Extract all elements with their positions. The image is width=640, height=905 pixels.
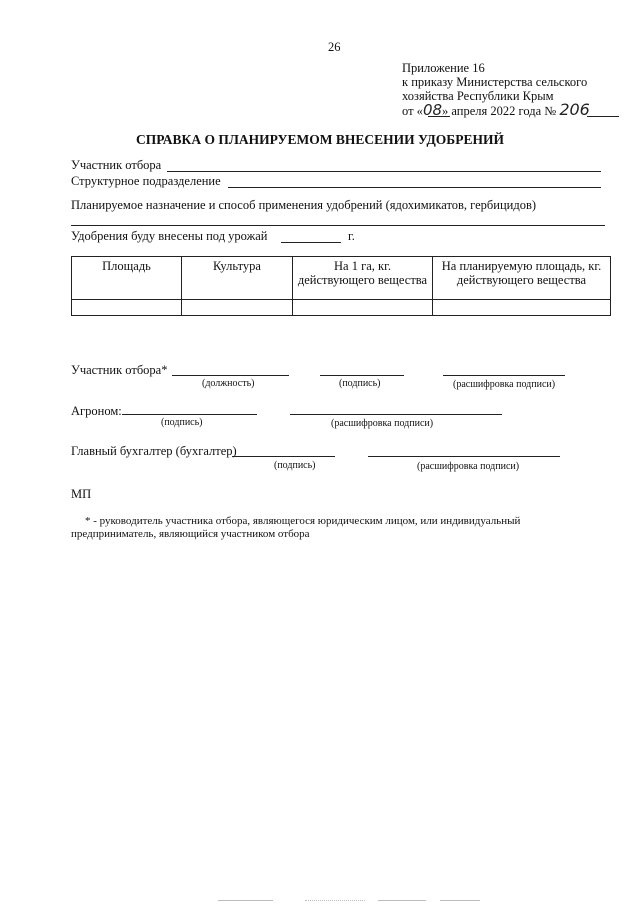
header-culture: Культура (182, 257, 293, 300)
header-planned-area: На планируемую площадь, кг. действующего вещества (433, 257, 611, 300)
number-underline (587, 116, 619, 117)
position-line[interactable] (172, 375, 289, 376)
accountant-signature-caption: (подпись) (274, 460, 316, 471)
agronomist-decoding-line[interactable] (290, 414, 502, 415)
appendix-line-2: к приказу Министерства сельского (402, 75, 588, 89)
purpose-label: Планируемое назначение и способ применения удобрений (ядохимикатов, гербицидов) (71, 198, 537, 212)
participant-line[interactable] (167, 171, 601, 172)
appendix-line-3: хозяйства Республики Крым (402, 89, 554, 103)
appendix-date-line (402, 100, 590, 119)
purpose-line[interactable] (71, 225, 605, 226)
division-line[interactable] (228, 187, 601, 188)
participant-label: Участник отбора (71, 158, 162, 172)
agronomist-signature-line[interactable] (122, 414, 257, 415)
header-per-hectare: На 1 га, кг. действующего вещества (293, 257, 433, 300)
day-underline (428, 116, 450, 117)
scan-artifact (378, 900, 426, 901)
cell-planned-area[interactable] (433, 300, 611, 316)
participant-decoding-line[interactable] (443, 375, 565, 376)
seal-placeholder: МП (71, 487, 92, 501)
agronomist-label: Агроном: (71, 404, 122, 418)
appendix-block (402, 61, 590, 118)
harvest-label: Удобрения буду внесены под урожай (71, 229, 268, 243)
footnote-line-2: предприниматель, являющийся участником отбора (71, 528, 310, 540)
cell-per-hectare[interactable] (293, 300, 433, 316)
accountant-signature-line[interactable] (232, 456, 335, 457)
participant-signature-caption: (подпись) (339, 378, 381, 389)
fertilizer-table (71, 256, 611, 316)
agronomist-decoding-caption: (расшифровка подписи) (331, 418, 434, 429)
scan-artifact (440, 900, 480, 901)
accountant-decoding-caption: (расшифровка подписи) (417, 461, 520, 472)
scan-artifact (305, 900, 365, 901)
participant-decoding-caption: (расшифровка подписи) (453, 379, 556, 390)
position-caption: (должность) (202, 378, 255, 389)
harvest-year-suffix: г. (348, 229, 355, 243)
handwritten-day: 08 (422, 101, 443, 119)
accountant-decoding-line[interactable] (368, 456, 560, 457)
footnote (71, 515, 520, 541)
accountant-label: Главный бухгалтер (бухгалтер) (71, 444, 237, 458)
participant-signature-label: Участник отбора* (71, 363, 168, 377)
table-row (72, 300, 611, 316)
division-label: Структурное подразделение (71, 174, 221, 188)
handwritten-order-number: 206 (559, 100, 590, 119)
appendix-line-1: Приложение 16 (402, 61, 485, 75)
cell-area[interactable] (72, 300, 182, 316)
date-middle: » апреля 2022 года № (442, 104, 557, 118)
agronomist-signature-caption: (подпись) (161, 417, 203, 428)
scan-artifact (218, 900, 273, 901)
participant-signature-line[interactable] (320, 375, 404, 376)
page-number: 26 (328, 40, 341, 54)
header-area: Площадь (72, 257, 182, 300)
table-header-row (72, 257, 611, 300)
document-title: СПРАВКА О ПЛАНИРУЕМОМ ВНЕСЕНИИ УДОБРЕНИЙ (136, 132, 504, 147)
harvest-year-line[interactable] (281, 242, 341, 243)
cell-culture[interactable] (182, 300, 293, 316)
date-prefix: от « (402, 104, 423, 118)
footnote-line-1: * - руководитель участника отбора, являющегося юридическим лицом, или индивидуальный (85, 515, 521, 527)
